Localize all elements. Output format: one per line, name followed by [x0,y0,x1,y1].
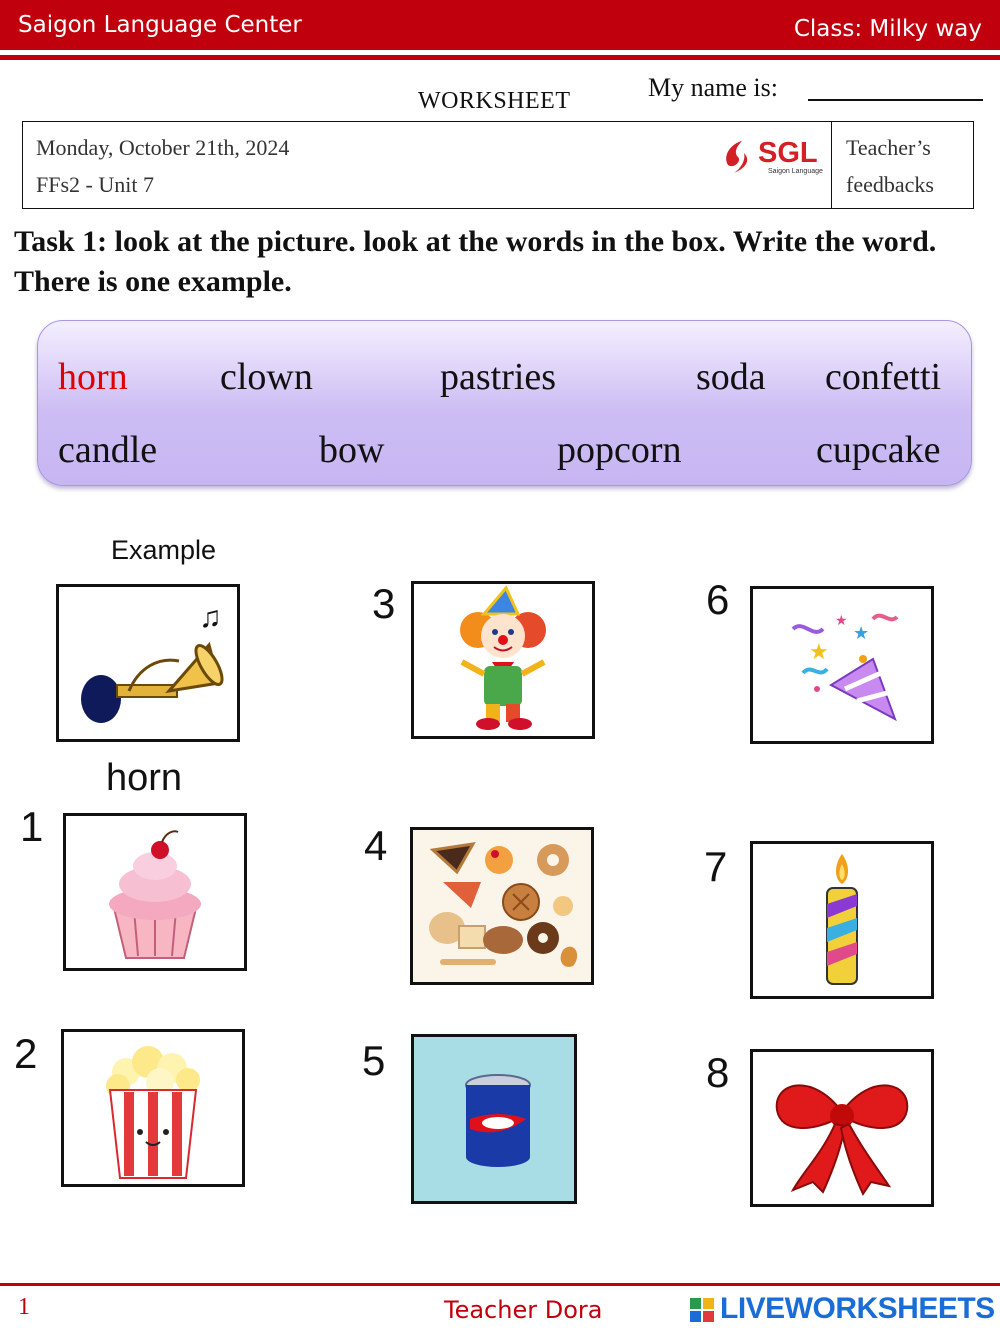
svg-text:★: ★ [809,639,829,664]
header-underline [0,55,1000,60]
word-cupcake: cupcake [816,429,941,471]
picture-number-3: 3 [372,580,396,627]
bow-icon [753,1052,931,1204]
picture-number-1: 1 [20,803,44,850]
worksheet-title: WORKSHEET [418,88,571,114]
picture-number-2: 2 [14,1030,38,1077]
horn-icon [59,587,237,739]
picture-number-5: 5 [362,1037,386,1084]
picture-1 [63,813,247,971]
info-divider [831,121,832,209]
lesson-unit: FFs2 - Unit 7 [36,172,154,197]
word-bow: bow [319,429,385,471]
liveworksheets-logo-icon [690,1298,714,1322]
name-label: My name is: [648,73,778,102]
picture-number-8: 8 [706,1049,730,1096]
picture-number-4: 4 [364,822,388,869]
name-blank[interactable] [808,99,983,101]
lesson-date: Monday, October 21th, 2024 [36,135,290,160]
center-name: Saigon Language Center [18,12,302,38]
pastries-icon [413,830,591,982]
example-picture [56,584,240,742]
popcorn-icon [64,1032,242,1184]
example-answer: horn [106,757,183,799]
svg-text:★: ★ [835,614,848,629]
footer-line [0,1283,1000,1286]
feedback-label-line2: feedbacks [846,172,934,197]
picture-number-7: 7 [704,843,728,890]
cupcake-icon [66,816,244,968]
word-candle: candle [58,429,158,471]
svg-text:★: ★ [853,623,870,643]
word-pastries: pastries [440,356,557,398]
candle-icon [753,844,931,996]
feedback-label-line1: Teacher’s [846,135,931,160]
liveworksheets-brand[interactable]: LIVEWORKSHEETS [720,1292,995,1325]
picture-5 [411,1034,577,1204]
word-horn: horn [58,356,128,398]
picture-3 [411,581,595,739]
soda-can-icon [414,1037,574,1201]
logo-text: SGL [758,137,818,169]
svg-text:♫: ♫ [199,601,222,634]
picture-number-6: 6 [706,576,730,623]
page-number: 1 [18,1294,30,1320]
sgl-logo [720,133,830,177]
picture-7 [750,841,934,999]
picture-6 [750,586,934,744]
teacher-name: Teacher Dora [444,1296,603,1324]
task-instruction: Task 1: look at the picture. look at the words in the box. Write the word. There is one example. [14,225,937,298]
picture-4 [410,827,594,985]
word-confetti: confetti [825,356,942,398]
example-label: Example [111,535,217,565]
picture-8 [750,1049,934,1207]
logo-subtext: Saigon Language [768,168,823,175]
word-popcorn: popcorn [557,429,682,471]
class-label: Class: Milky way [793,16,982,42]
word-clown: clown [220,356,313,398]
picture-2 [61,1029,245,1187]
confetti-icon [753,589,931,741]
word-soda: soda [696,356,766,398]
clown-icon [414,584,592,736]
